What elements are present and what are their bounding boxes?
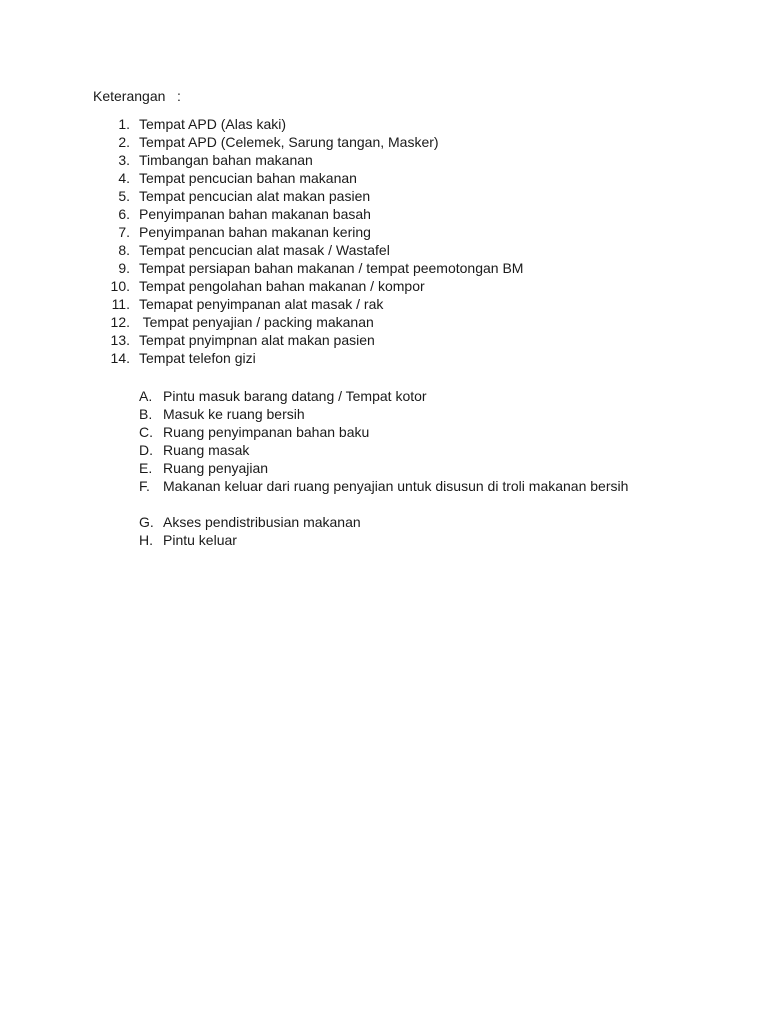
item-text: Tempat telefon gizi (139, 350, 256, 366)
item-text: Tempat pencucian bahan makanan (139, 170, 357, 186)
item-letter: E. (139, 460, 153, 476)
item-letter: A. (139, 388, 153, 404)
item-text: Penyimpanan bahan makanan basah (139, 206, 371, 222)
item-text: Tempat APD (Alas kaki) (139, 116, 287, 132)
item-number: 6. (118, 206, 130, 222)
item-letter: B. (139, 406, 153, 422)
item-number: 14. (110, 350, 130, 366)
item-text: Makanan keluar dari ruang penyajian untuk disusun di troli makanan bersih (163, 478, 629, 494)
item-text: Tempat pnyimpnan alat makan pasien (139, 332, 375, 348)
item-number: 7. (118, 224, 130, 240)
item-number: 9. (118, 260, 130, 276)
item-number: 3. (118, 152, 130, 168)
item-text: Ruang masak (163, 442, 250, 458)
item-text: Tempat penyajian / packing makanan (139, 314, 374, 330)
item-text: Akses pendistribusian makanan (163, 514, 361, 530)
item-text: Tempat pencucian alat masak / Wastafel (139, 242, 390, 258)
item-text: Tempat pengolahan bahan makanan / kompor (139, 278, 425, 294)
item-letter: G. (139, 514, 154, 530)
item-text: Timbangan bahan makanan (139, 152, 313, 168)
item-text: Masuk ke ruang bersih (163, 406, 305, 422)
item-text: Pintu masuk barang datang / Tempat kotor (163, 388, 427, 404)
item-text: Tempat APD (Celemek, Sarung tangan, Masker) (139, 134, 439, 150)
item-number: 5. (118, 188, 130, 204)
item-number: 12. (110, 314, 130, 330)
item-text: Tempat pencucian alat makan pasien (139, 188, 371, 204)
item-number: 13. (110, 332, 130, 348)
item-number: 1. (118, 116, 130, 132)
item-text: Tempat persiapan bahan makanan / tempat peemotongan BM (139, 260, 524, 276)
item-number: 4. (118, 170, 130, 186)
item-text: Temapat penyimpanan alat masak / rak (139, 296, 384, 312)
item-number: 10. (110, 278, 130, 294)
item-number: 11. (111, 296, 130, 312)
item-text: Ruang penyajian (163, 460, 269, 476)
legend-heading: Keterangan : (93, 88, 181, 104)
item-letter: F. (139, 478, 150, 494)
item-letter: H. (139, 532, 153, 548)
item-number: 2. (118, 134, 130, 150)
item-letter: C. (139, 424, 153, 440)
item-text: Penyimpanan bahan makanan kering (139, 224, 371, 240)
item-text: Ruang penyimpanan bahan baku (163, 424, 370, 440)
item-letter: D. (139, 442, 153, 458)
item-number: 8. (118, 242, 130, 258)
item-text: Pintu keluar (163, 532, 237, 548)
